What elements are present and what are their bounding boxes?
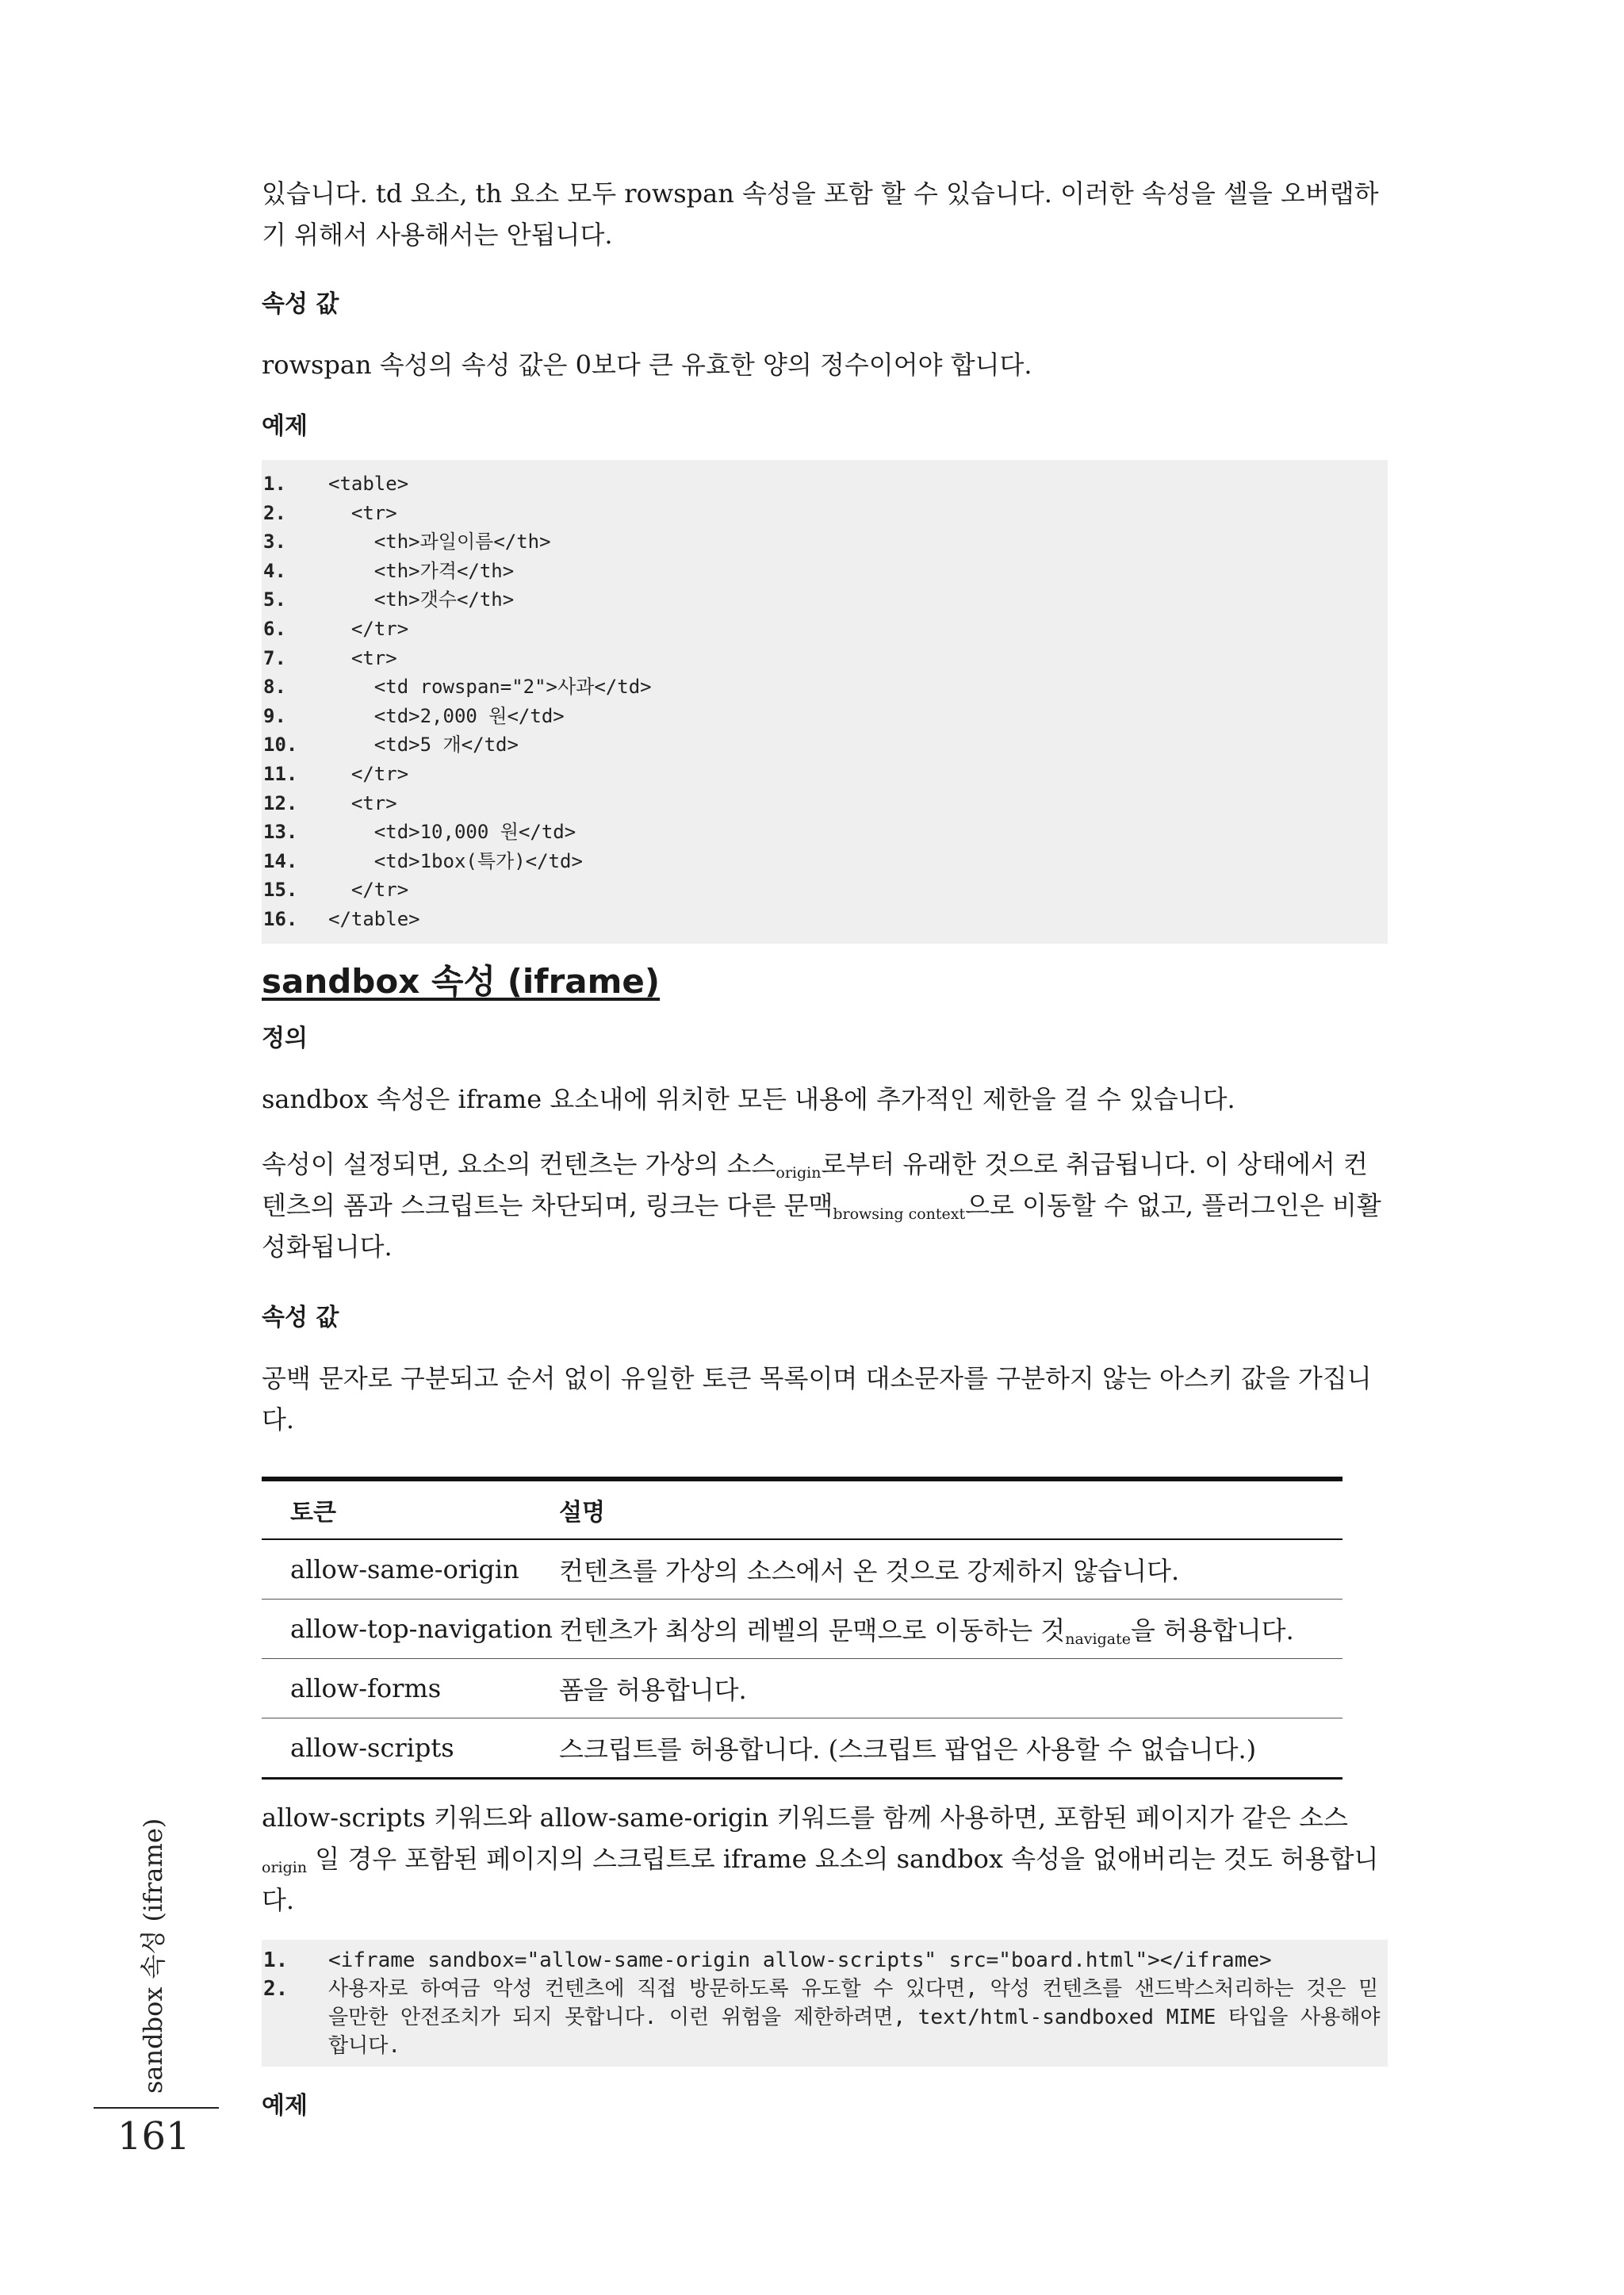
line-number: 2. (263, 501, 286, 524)
column-header-description: 설명 (558, 1479, 1342, 1539)
text-span: 컨텐츠가 최상의 레벨의 문맥으로 이동하는 것 (559, 1615, 1066, 1646)
table-row (262, 1658, 1342, 1718)
table-row (262, 1539, 1342, 1600)
rowspan-values-text: rowspan 속성의 속성 값은 0보다 큰 유효한 양의 정수이어야 합니다. (262, 350, 1032, 380)
text-span: 속성이 설정되면, 요소의 컨텐츠는 가상의 소스 (262, 1148, 776, 1179)
code-line (262, 875, 1388, 905)
line-number: 14. (263, 849, 298, 872)
code-line (262, 760, 1388, 789)
token-cell: allow-same-origin (262, 1539, 558, 1600)
code-example-rowspan (262, 460, 1388, 944)
code-line (262, 789, 1388, 818)
code-text: <tr> (328, 791, 397, 814)
code-line (262, 730, 1388, 760)
line-number: 16. (263, 907, 298, 930)
section-title: sandbox 속성 (iframe) (262, 961, 661, 1001)
code-text: <th>갯수</th> (328, 588, 515, 611)
code-text: <td>1box(특가)</td> (328, 849, 583, 872)
token-cell: allow-forms (262, 1658, 558, 1718)
token-cell: allow-scripts (290, 1732, 454, 1763)
line-number: 4. (263, 559, 286, 582)
code-line (262, 499, 1388, 528)
code-line (262, 702, 1388, 731)
code-text: <td>10,000 원</td> (328, 821, 576, 844)
code-line (262, 847, 1388, 876)
code-text: </tr> (328, 617, 409, 640)
side-section-label: sandbox 속성 (iframe) (138, 1818, 168, 2094)
page-number: 161 (117, 2114, 190, 2159)
line-number: 5. (263, 588, 286, 611)
code-text: <tr> (328, 646, 397, 669)
code-line (262, 672, 1388, 702)
code-text: <td>5 개</td> (328, 734, 519, 757)
line-number: 15. (263, 879, 298, 902)
description-cell: 컨텐츠를 가상의 소스에서 온 것으로 강제하지 않습니다. (558, 1539, 1342, 1600)
code-text: <td rowspan="2">사과</td> (328, 676, 652, 699)
subscript: browsing context (833, 1205, 966, 1223)
token-table (262, 1477, 1342, 1780)
values-text: 공백 문자로 구분되고 순서 없이 유일한 토큰 목록이며 대소문자를 구분하지 않는 아스키 값을 가집니다. (262, 1362, 1372, 1435)
line-number: 2. (263, 1976, 289, 2001)
description-cell (558, 1599, 1342, 1658)
code-text: <iframe sandbox="allow-same-origin allow-scripts" src="board.html"></iframe> (328, 1948, 1272, 1972)
code-line (262, 585, 1388, 615)
text-span: 로부터 유래한 것으로 취급됩니다. 이 상태에서 컨텐츠의 폼과 스크립트는 차단되며, 링크는 다른 문맥 (262, 1148, 1368, 1220)
description-cell: 폼을 허용합니다. (558, 1658, 1342, 1718)
code-text: </tr> (328, 762, 409, 785)
code-text: <td>2,000 원</td> (328, 704, 565, 727)
line-number: 10. (263, 734, 298, 757)
code-line (262, 818, 1388, 847)
definition-text: sandbox 속성은 iframe 요소내에 위치한 모든 내용에 추가적인 제한을 걸 수 있습니다. (262, 1083, 1235, 1114)
code-text: <tr> (328, 501, 397, 524)
code-text: </table> (328, 907, 420, 930)
text-span: 으로 이동할 수 없고, 플러그인은 비활성화됩니다. (262, 1190, 1381, 1262)
text-span: allow-scripts 키워드와 allow-same-origin 키워드를 함께 사용하면, 포함된 페이지가 같은 소스 (262, 1802, 1348, 1833)
line-number: 1. (263, 473, 286, 495)
subscript: origin (776, 1163, 822, 1182)
line-number: 11. (263, 762, 298, 785)
intro-paragraph: 있습니다. td 요소, th 요소 모두 rowspan 속성을 포함 할 수 있습니다. 이러한 속성을 셀을 오버랩하기 위해서 사용해서는 안됩니다. (262, 178, 1379, 250)
code-line (262, 557, 1388, 586)
subscript: navigate (1065, 1630, 1131, 1648)
footer-divider (94, 2107, 219, 2109)
definition-heading: 정의 (262, 1024, 308, 1052)
table-row (262, 1599, 1342, 1658)
code-text: 사용자로 하여금 악성 컨텐츠에 직접 방문하도록 유도할 수 있다면, 악성 컨텐츠를 샌드박스처리하는 것은 믿을만한 안전조치가 되지 못합니다. 이런 위험을 제한하려면, text/html-sandboxed MIME 타입을 사용해야 합니다. (328, 1976, 1381, 2058)
code-text: <table> (328, 473, 409, 495)
values-heading: 속성 값 (262, 1303, 339, 1331)
line-number: 6. (263, 617, 286, 640)
column-header-token: 토큰 (262, 1479, 558, 1539)
table-row (262, 1718, 1342, 1778)
example-heading: 예제 (262, 412, 308, 440)
page-content (262, 173, 1388, 2122)
code-line (262, 469, 1388, 499)
table-header-row (262, 1479, 1342, 1539)
example-heading-2: 예제 (262, 2091, 308, 2120)
line-number: 3. (263, 531, 286, 554)
subscript: origin (262, 1858, 308, 1876)
code-line (262, 905, 1388, 934)
line-number: 8. (263, 676, 286, 699)
line-number: 7. (263, 646, 286, 669)
combination-note (262, 1797, 1388, 1921)
text-span: 일 경우 포함된 페이지의 스크립트로 iframe 요소의 sandbox 속성을 없애버리는 것도 허용합니다. (262, 1843, 1379, 1915)
line-number: 13. (263, 821, 298, 844)
code-line (262, 615, 1388, 644)
token-cell: allow-top-navigation (262, 1599, 558, 1658)
text-span: 을 허용합니다. (1130, 1615, 1294, 1646)
code-example-iframe (262, 1940, 1388, 2067)
code-line (262, 1946, 1388, 1975)
code-text: <th>과일이름</th> (328, 531, 551, 554)
code-line (262, 644, 1388, 673)
rowspan-values-heading: 속성 값 (262, 290, 339, 318)
code-line (262, 527, 1388, 557)
line-number: 9. (263, 704, 286, 727)
code-line (262, 1975, 1388, 2060)
code-text: </tr> (328, 879, 409, 902)
sandbox-description (262, 1144, 1388, 1267)
line-number: 1. (263, 1948, 289, 1972)
line-number: 12. (263, 791, 298, 814)
code-text: <th>가격</th> (328, 559, 515, 582)
description-cell: 스크립트를 허용합니다. (스크립트 팝업은 사용할 수 없습니다.) (559, 1734, 1257, 1764)
